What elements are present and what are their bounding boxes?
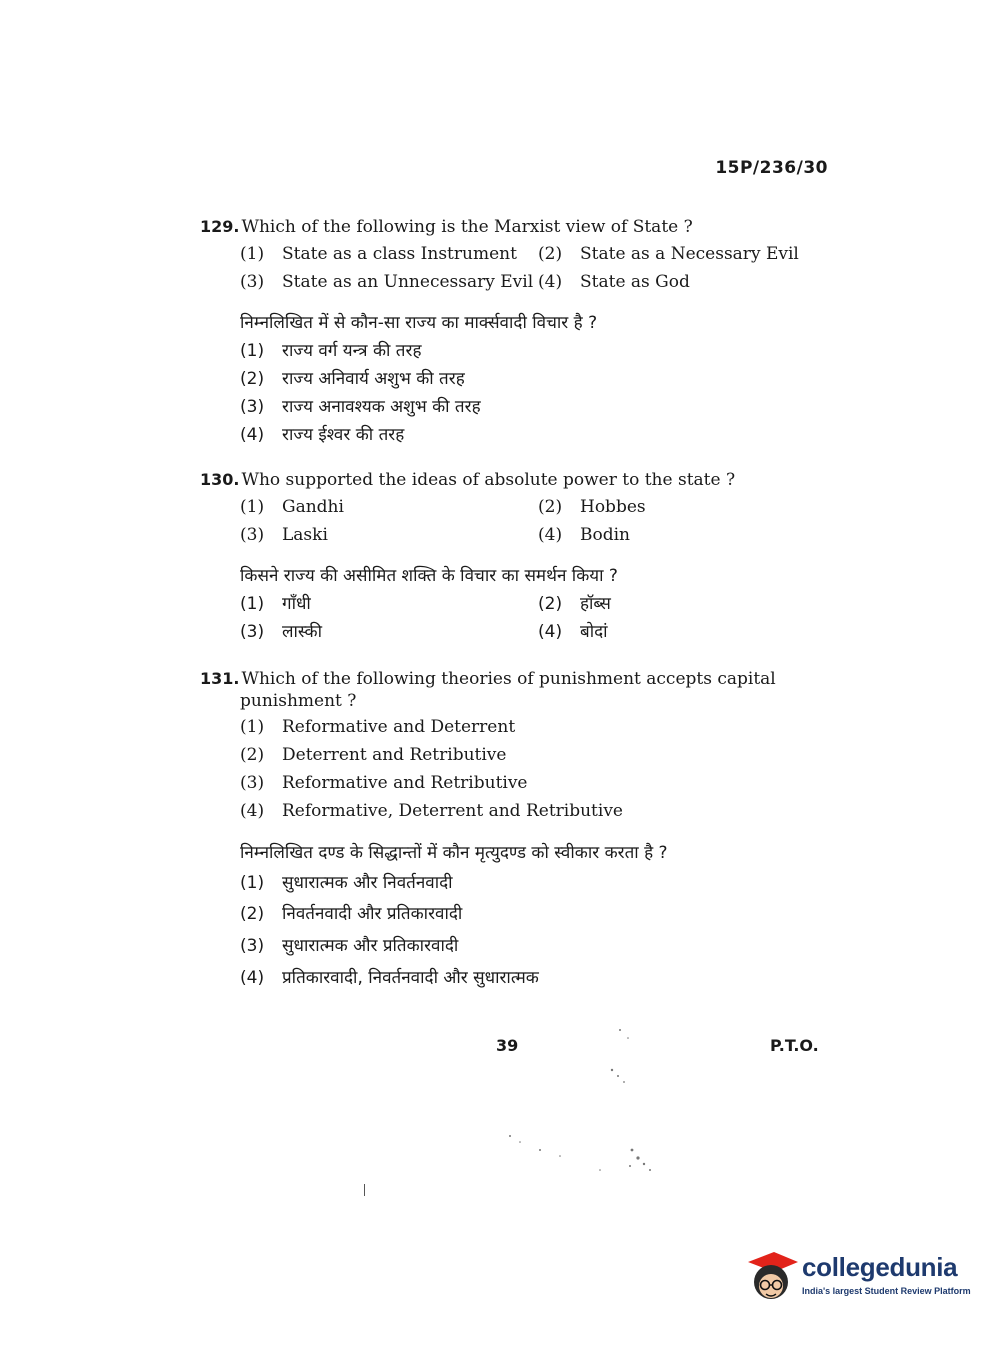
option-row: (2) Hobbes: [538, 497, 646, 517]
question-131: [200, 668, 830, 998]
option-row-hi: (4) राज्य ईश्वर की तरह: [240, 425, 405, 445]
option-text: Gandhi: [282, 497, 344, 517]
option-row: (3) Reformative and Retributive: [240, 773, 528, 793]
brand-tagline: India's largest Student Review Platform: [802, 1286, 971, 1296]
question-number: 130.: [200, 470, 240, 489]
option-text: Reformative and Deterrent: [282, 717, 516, 737]
option-row-hi: (3) सुधारात्मक और प्रतिकारवादी: [240, 936, 459, 956]
option-row-hi: (2) हॉब्स: [538, 594, 611, 614]
option-row: (1) State as a class Instrument: [240, 244, 517, 264]
option-text: Reformative, Deterrent and Retributive: [282, 801, 623, 821]
scan-mark: [364, 1184, 365, 1196]
page-number: 39: [496, 1036, 519, 1055]
option-text: Bodin: [580, 525, 630, 545]
option-row-hi: (2) राज्य अनिवार्य अशुभ की तरह: [240, 369, 465, 389]
question-text-en: 130. Who supported the ideas of absolute power to the state ?: [200, 470, 736, 490]
option-row: (2) State as a Necessary Evil: [538, 244, 799, 264]
question-130: [200, 469, 830, 645]
pto-label: P.T.O.: [770, 1036, 819, 1055]
option-row-hi: (1) राज्य वर्ग यन्त्र की तरह: [240, 341, 422, 361]
option-row: (2) Deterrent and Retributive: [240, 745, 507, 765]
question-text-en: 129. Which of the following is the Marxist view of State ?: [200, 217, 693, 237]
question-number: 129.: [200, 217, 240, 236]
scan-noise: [500, 1010, 680, 1190]
option-row-hi: (3) राज्य अनावश्यक अशुभ की तरह: [240, 397, 481, 417]
option-text: Reformative and Retributive: [282, 773, 528, 793]
question-text-en: 131. Which of the following theories of punishment accepts capital punishment ?: [200, 669, 776, 711]
option-text: State as God: [580, 272, 690, 292]
question-text-hi: निम्नलिखित दण्ड के सिद्धान्तों में कौन मृत्युदण्ड को स्वीकार करता है ?: [240, 843, 668, 863]
option-row: (4) Bodin: [538, 525, 630, 545]
option-row: (3) State as an Unnecessary Evil: [240, 272, 534, 292]
option-text: State as an Unnecessary Evil: [282, 272, 534, 292]
option-row-hi: (3) लास्की: [240, 622, 323, 642]
option-text: State as a Necessary Evil: [580, 244, 799, 264]
option-row: (3) Laski: [240, 525, 328, 545]
option-row: (4) State as God: [538, 272, 690, 292]
option-row: (4) Reformative, Deterrent and Retributive: [240, 801, 623, 821]
option-text: Deterrent and Retributive: [282, 745, 507, 765]
question-text-hi: किसने राज्य की असीमित शक्ति के विचार का समर्थन किया ?: [240, 566, 618, 586]
question-text-hi: निम्नलिखित में से कौन-सा राज्य का मार्क्सवादी विचार है ?: [240, 313, 598, 333]
option-text: Laski: [282, 525, 328, 545]
option-row-hi: (1) सुधारात्मक और निवर्तनवादी: [240, 873, 453, 893]
option-row-hi: (4) बोदां: [538, 622, 608, 642]
paper-code: 15P/236/30: [715, 158, 828, 178]
question-number: 131.: [200, 669, 240, 688]
option-text: Hobbes: [580, 497, 646, 517]
option-row: (1) Gandhi: [240, 497, 344, 517]
option-row: (1) Reformative and Deterrent: [240, 717, 516, 737]
option-row-hi: (1) गाँधी: [240, 594, 311, 614]
question-129: [200, 216, 830, 446]
option-row-hi: (4) प्रतिकारवादी, निवर्तनवादी और सुधारात्मक: [240, 968, 539, 988]
mascot-icon: [742, 1248, 800, 1308]
option-text: State as a class Instrument: [282, 244, 517, 264]
option-row-hi: (2) निवर्तनवादी और प्रतिकारवादी: [240, 904, 463, 924]
collegedunia-logo: [742, 1248, 972, 1310]
brand-name: collegedunia: [802, 1252, 958, 1282]
